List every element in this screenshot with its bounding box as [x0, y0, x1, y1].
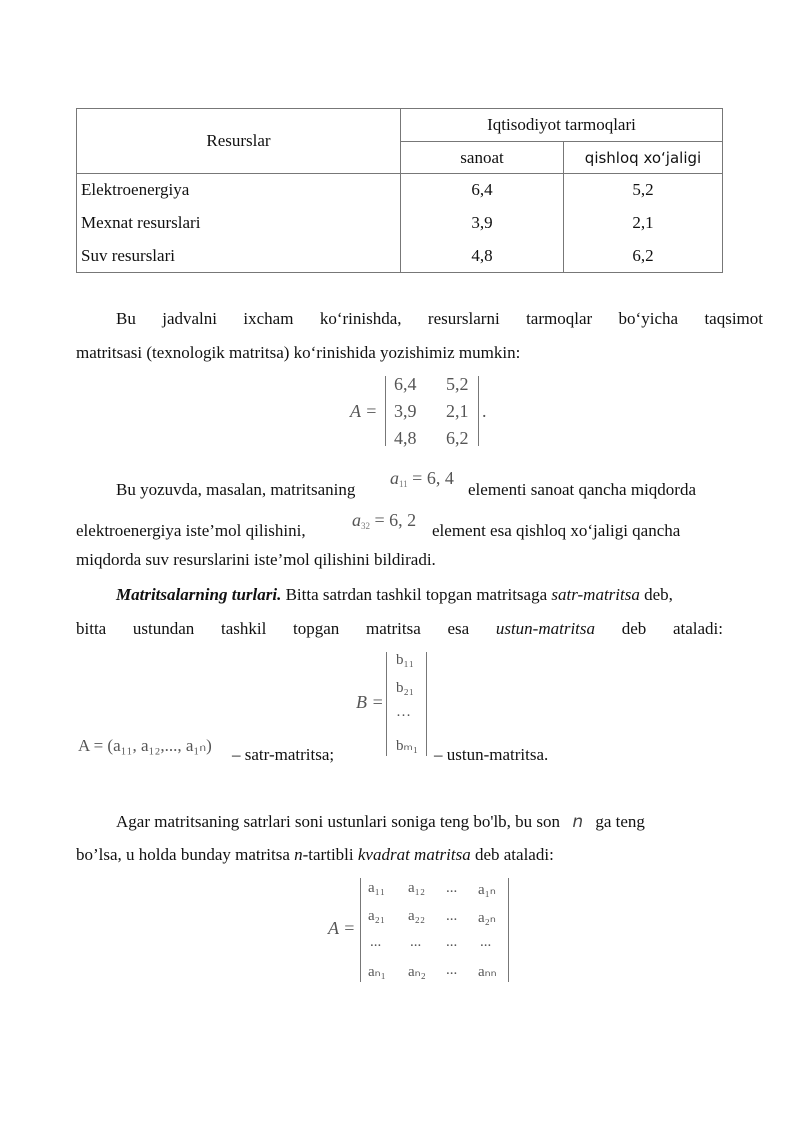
paragraph-2-text-b: elementi sanoat qancha miqdorda: [468, 480, 696, 499]
matrix-cell: a₁ₙ: [478, 882, 496, 898]
row-value: 4,8: [401, 240, 564, 273]
paragraph-3-line-2: bitta ustundan tashkil topgan matritsa esa ustun-matritsa deb ataladi:: [76, 619, 723, 638]
matrix-cell: ...: [480, 934, 492, 950]
paragraph-4-line-1: Agar matritsaning satrlari soni ustunlari soniga teng bo'lb, bu son n ga teng: [116, 812, 645, 832]
column-matrix-label: – ustun-matritsa.: [434, 745, 549, 764]
resources-table: [76, 108, 723, 273]
row-value: 3,9: [401, 207, 564, 240]
column-matrix-lhs: B =: [356, 692, 384, 712]
matrix-cell: a₂₂: [408, 908, 426, 924]
row-matrix-label: – satr-matritsa;: [232, 745, 335, 764]
row-value: 6,2: [564, 240, 723, 273]
matrix-cell: ...: [446, 962, 458, 978]
matrix-cell: 3,9: [394, 401, 417, 421]
column-matrix-cell: b₂₁: [396, 680, 414, 696]
matrix-cell: aₙₙ: [478, 964, 497, 980]
row-name: Elektroenergiya: [77, 174, 401, 207]
column-matrix-right-bracket: [426, 652, 427, 756]
matrix-cell: a₂ₙ: [478, 910, 496, 926]
matrix-cell: ...: [446, 880, 458, 896]
square-matrix-lhs: A =: [328, 918, 356, 938]
paragraph-2-text-d: element esa qishloq xo‘jaligi qancha: [432, 521, 681, 540]
math-a11: $a_{11} = 6$, 4: [390, 468, 454, 489]
row-matrix-expression: A = (a₁₁, a₁₂,..., a₁ₙ): [78, 736, 212, 755]
square-matrix-right-bracket: [508, 878, 509, 982]
paragraph-1-line-1: Bu jadvalni ixcham ko‘rinishda, resurslarni tarmoqlar bo‘yicha taqsimot: [116, 309, 763, 328]
paragraph-2-text-e: miqdorda suv resurslarini iste’mol qilishini bildiradi.: [76, 550, 436, 569]
matrix-cell: 6,2: [446, 428, 469, 448]
matrix-right-bracket: [478, 376, 479, 446]
matrix-cell: 6,4: [394, 374, 417, 394]
matrix-cell: 5,2: [446, 374, 469, 394]
column-matrix: [356, 652, 436, 762]
paragraph-1-line-2: matritsasi (texnologik matritsa) ko‘rinishida yozishimiz mumkin:: [76, 343, 521, 362]
matrix-cell: aₙ₁: [368, 964, 386, 980]
math-a32: $a_{32} = 6$, 2: [352, 510, 417, 531]
matrix-cell: a₂₁: [368, 908, 386, 924]
paragraph-2-text-c: elektroenergiya iste’mol qilishini,: [76, 521, 306, 540]
row-value: 6,4: [401, 174, 564, 207]
paragraph-3-line-1: Matritsalarning turlari. Bitta satrdan tashkil topgan matritsaga satr-matritsa deb,: [116, 585, 673, 604]
column-matrix-cell: b₁₁: [396, 652, 414, 668]
header-economy-sectors: Iqtisodiyot tarmoqlari: [401, 109, 723, 142]
matrix-left-bracket: [385, 376, 386, 446]
column-matrix-cell: bₘ₁: [396, 738, 419, 754]
matrix-cell: 2,1: [446, 401, 469, 421]
row-value: 2,1: [564, 207, 723, 240]
header-agriculture: qishloq xo‘jaligi: [564, 142, 723, 174]
square-matrix-left-bracket: [360, 878, 361, 982]
matrix-cell: ...: [446, 934, 458, 950]
row-value: 5,2: [564, 174, 723, 207]
square-matrix: [328, 878, 518, 986]
header-resources: Resurslar: [77, 109, 401, 174]
column-matrix-cell: …: [396, 704, 411, 720]
matrix-cell: ...: [446, 908, 458, 924]
matrix-cell: a₁₂: [408, 880, 426, 896]
matrix-cell: ...: [410, 934, 422, 950]
row-name: Suv resurslari: [77, 240, 401, 273]
matrix-cell: ...: [370, 934, 382, 950]
matrix-cell: a₁₁: [368, 880, 386, 896]
header-industry: sanoat: [401, 142, 564, 174]
paragraph-4-line-2: bo’lsa, u holda bunday matritsa n-tartibli kvadrat matritsa deb ataladi:: [76, 845, 554, 864]
row-name: Mexnat resurslari: [77, 207, 401, 240]
matrix-cell: aₙ₂: [408, 964, 426, 980]
matrix-tail: .: [482, 401, 487, 421]
column-matrix-left-bracket: [386, 652, 387, 756]
resource-matrix: [350, 374, 500, 450]
paragraph-2-text-a: Bu yozuvda, masalan, matritsaning: [116, 480, 356, 499]
matrix-lhs: A =: [350, 401, 378, 421]
matrix-cell: 4,8: [394, 428, 417, 448]
